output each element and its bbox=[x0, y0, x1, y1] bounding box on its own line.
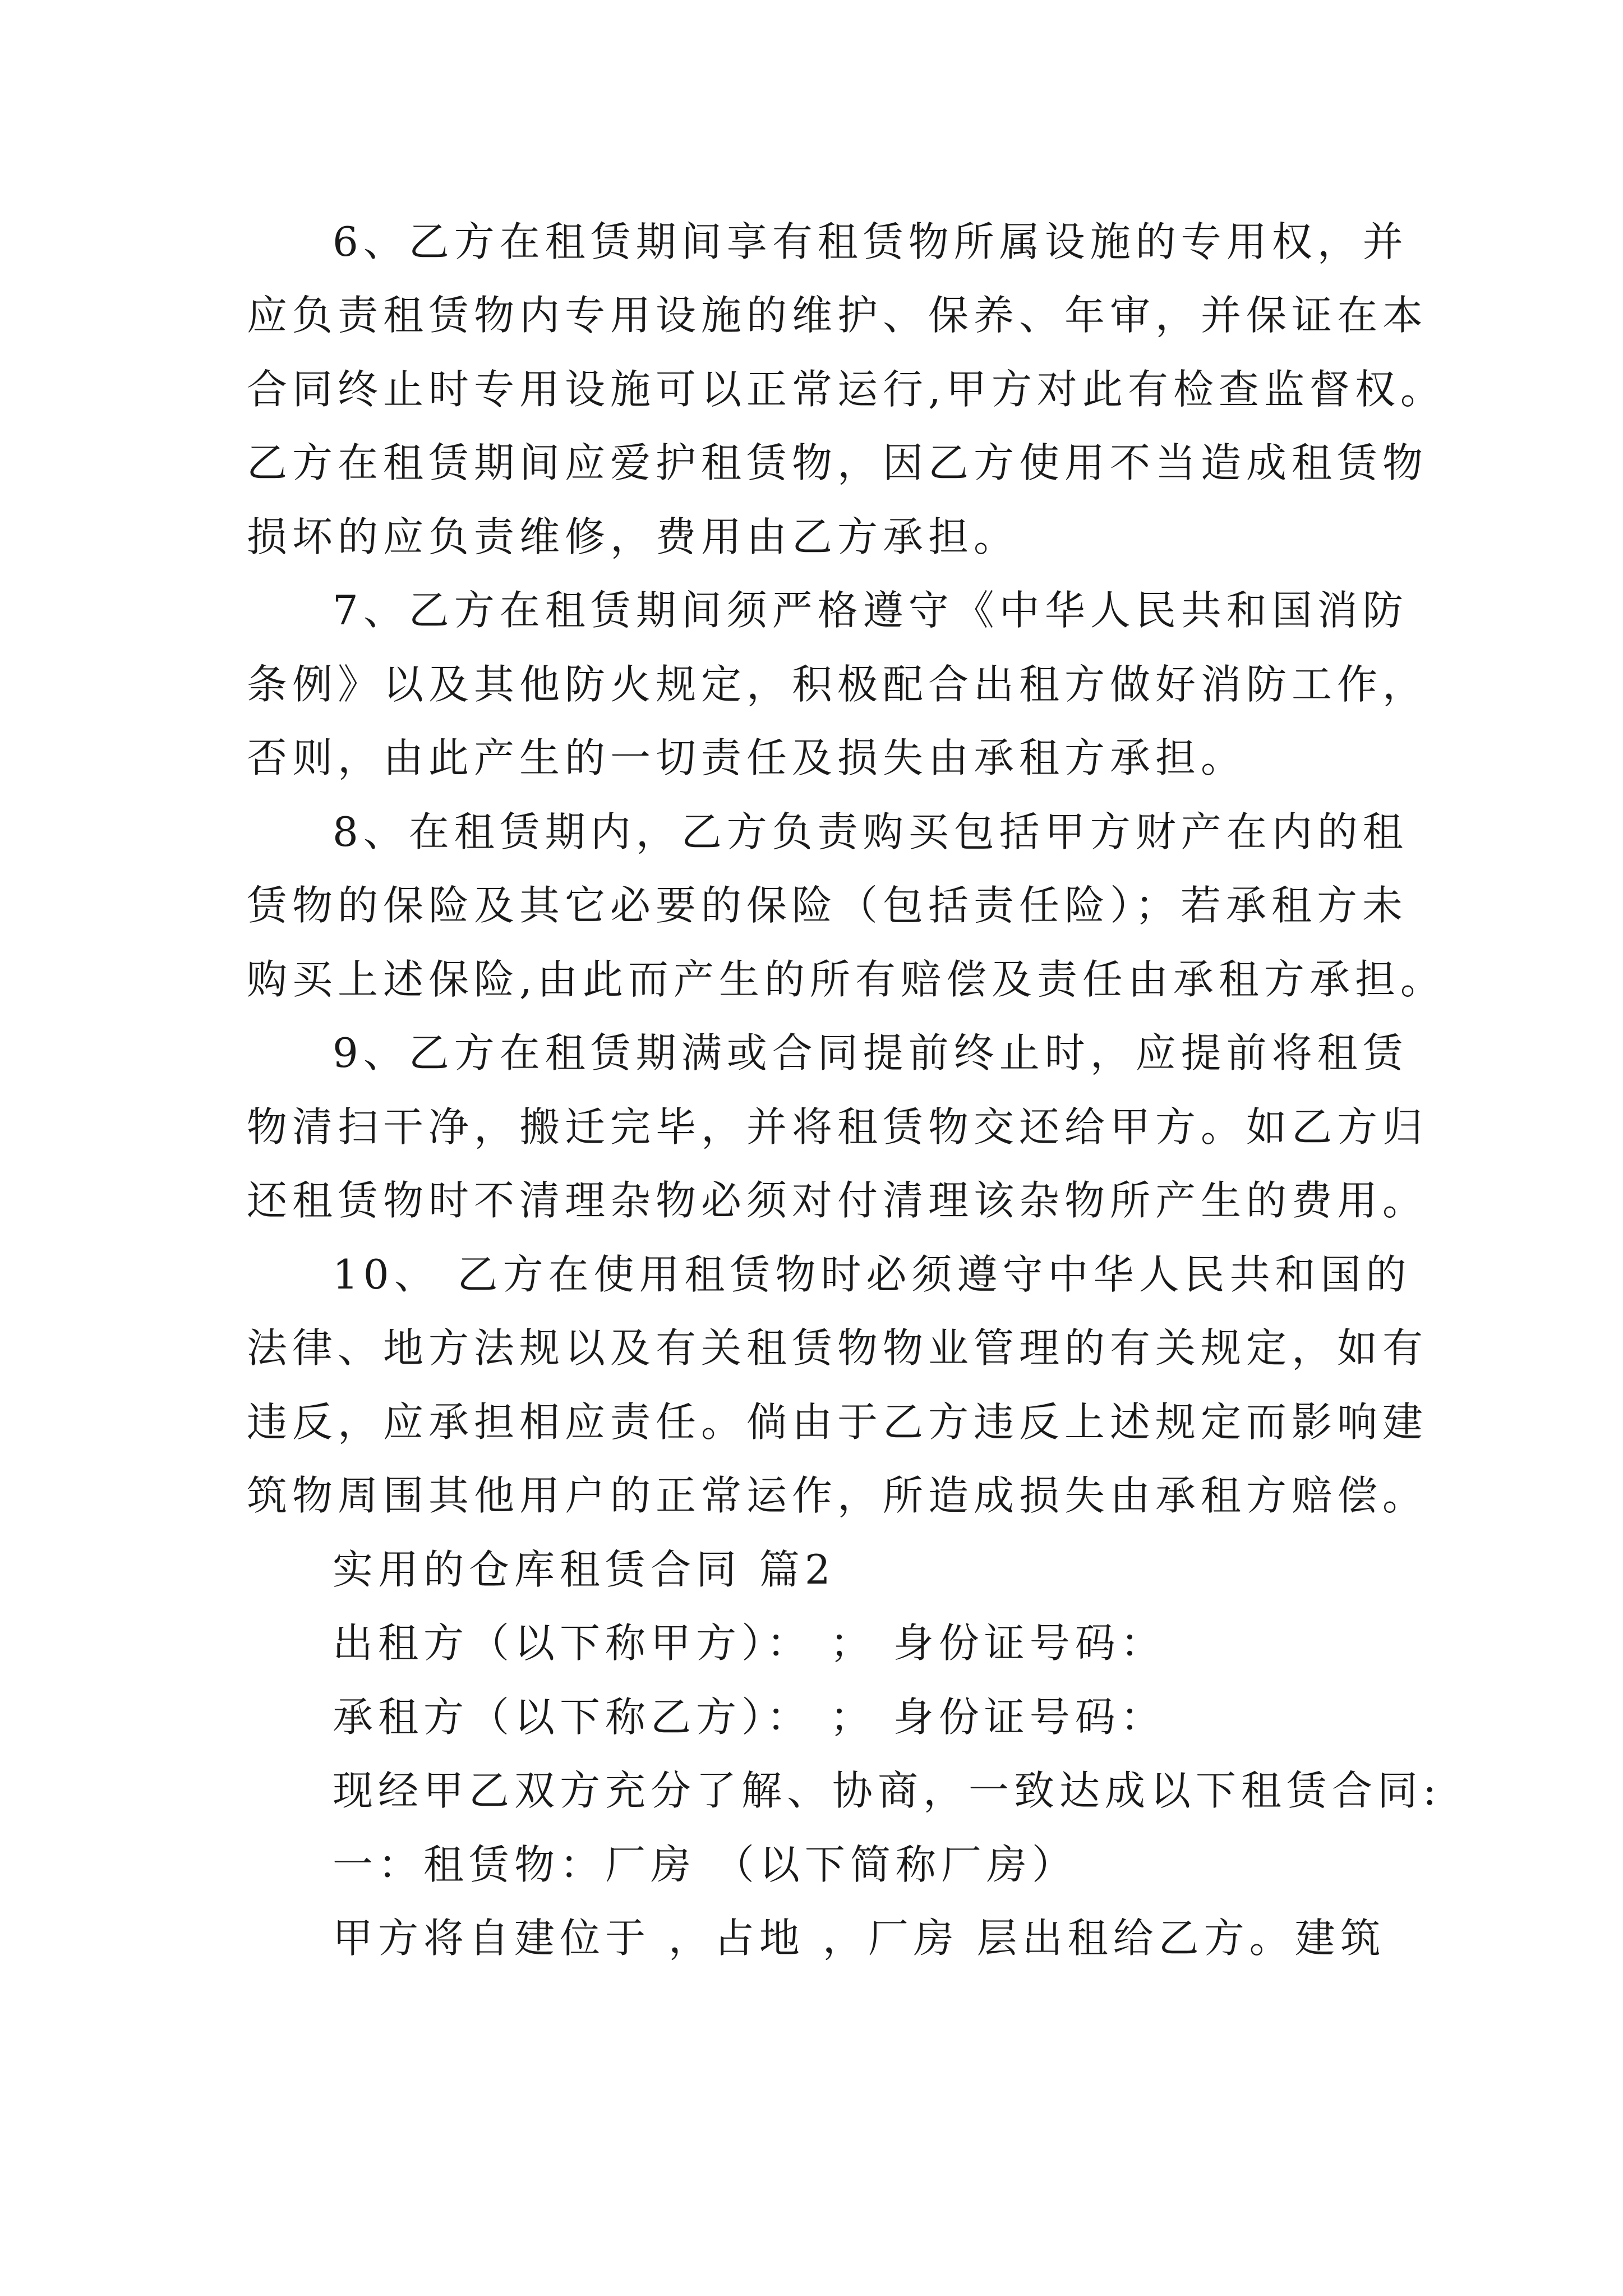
text-line: 现经甲乙双方充分了解、协商，一致达成以下租赁合同: bbox=[333, 1767, 1442, 1814]
text-line: 否则，由此产生的一切责任及损失由承租方承担。 bbox=[247, 734, 1247, 781]
text-line: 法律、地方法规以及有关租赁物物业管理的有关规定，如有 bbox=[247, 1324, 1428, 1372]
text-line: 一：租赁物：厂房 （以下简称厂房） bbox=[333, 1841, 1077, 1888]
text-line: 应负责租赁物内专用设施的维护、保养、年审，并保证在本 bbox=[247, 292, 1428, 339]
text-line: 合同终止时专用设施可以正常运行,甲方对此有检查监督权。 bbox=[247, 366, 1446, 413]
text-line: 7、乙方在租赁期间须严格遵守《中华人民共和国消防 bbox=[333, 587, 1408, 634]
text-line: 筑物周围其他用户的正常运作，所造成损失由承租方赔偿。 bbox=[247, 1472, 1428, 1519]
text-line: 损坏的应负责维修，费用由乙方承担。 bbox=[247, 513, 1020, 560]
text-line: 购买上述保险,由此而产生的所有赔偿及责任由承租方承担。 bbox=[247, 956, 1446, 1003]
text-line: 10、 乙方在使用租赁物时必须遵守中华人民共和国的 bbox=[333, 1251, 1412, 1298]
text-line: 承租方（以下称乙方）： ； 身份证号码： bbox=[333, 1694, 1166, 1741]
text-line: 赁物的保险及其它必要的保险（包括责任险）；若承租方未 bbox=[247, 882, 1408, 929]
text-line: 物清扫干净，搬迁完毕，并将租赁物交还给甲方。如乙方归 bbox=[247, 1103, 1428, 1151]
text-line: 甲方将自建位于 ，占地 ，厂房 层出租给乙方。建筑 bbox=[333, 1915, 1386, 1962]
text-line: 9、乙方在租赁期满或合同提前终止时，应提前将租赁 bbox=[333, 1029, 1408, 1076]
section-heading: 实用的仓库租赁合同 篇2 bbox=[333, 1546, 836, 1593]
text-line: 6、乙方在租赁期间享有租赁物所属设施的专用权，并 bbox=[333, 218, 1408, 265]
text-line: 违反，应承担相应责任。倘由于乙方违反上述规定而影响建 bbox=[247, 1398, 1428, 1446]
text-line: 乙方在租赁期间应爱护租赁物，因乙方使用不当造成租赁物 bbox=[247, 439, 1428, 486]
text-line: 出租方（以下称甲方）： ； 身份证号码： bbox=[333, 1619, 1166, 1667]
text-line: 8、在租赁期内，乙方负责购买包括甲方财产在内的租 bbox=[333, 808, 1408, 855]
text-line: 还租赁物时不清理杂物必须对付清理该杂物所产生的费用。 bbox=[247, 1177, 1428, 1224]
text-line: 条例》以及其他防火规定，积极配合出租方做好消防工作， bbox=[247, 661, 1428, 708]
